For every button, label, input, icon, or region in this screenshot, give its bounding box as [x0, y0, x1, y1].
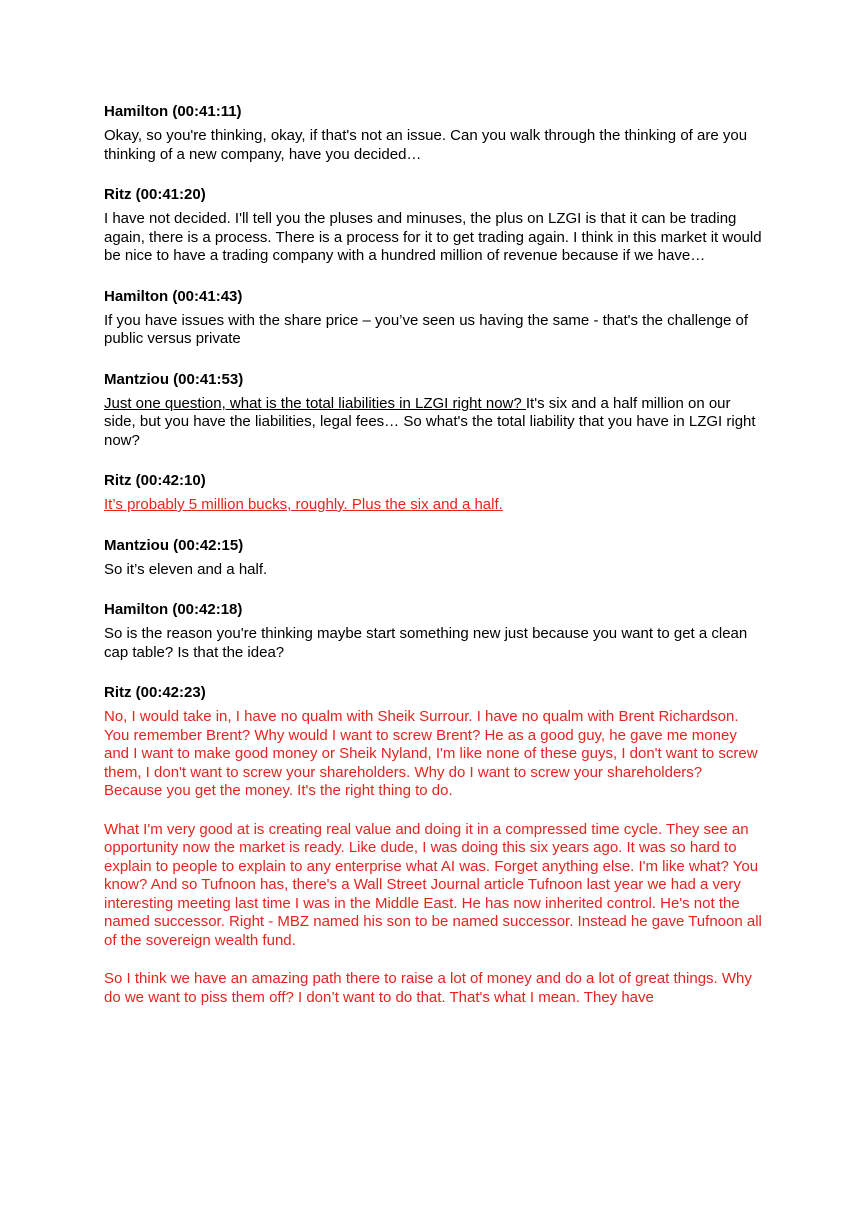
highlighted-utterance-text: It’s probably 5 million bucks, roughly. Plus the six and a half.: [104, 496, 503, 513]
speaker-label: Ritz (00:42:10): [104, 472, 206, 489]
speaker-label: Mantziou (00:41:53): [104, 370, 244, 388]
utterance-text: Okay, so you're thinking, okay, if that's not an issue. Can you walk through the thinking of are you thinking of a new company, have you decided…: [104, 127, 748, 163]
utterance-text: I have not decided. I'll tell you the pluses and minuses, the plus on LZGI is that it can be trading again, there is a process. There is a process for it to get trading again. I think in this market it would be nice to have a trading company with a hundred million of revenue because if we have…: [104, 210, 762, 264]
speaker-label: Ritz (00:42:23): [104, 684, 206, 701]
underlined-question: Just one question, what is the total liabilities in LZGI right now?: [104, 394, 526, 412]
speaker-label: Mantziou (00:42:15): [104, 536, 244, 554]
speaker-label: Hamilton (00:42:18): [104, 601, 243, 618]
highlighted-utterance-text: So I think we have an amazing path there to raise a lot of money and do a lot of great things. Why do we want to piss them off? I don’t want to do that. That's what I mean. They have: [104, 970, 752, 1006]
utterance-text: If you have issues with the share price – you’ve seen us having the same - that's the challenge of public versus private: [104, 311, 749, 347]
utterance-text: So is the reason you're thinking maybe start something new just because you want to get a clean cap table? Is that the idea?: [104, 625, 748, 661]
transcript-page: [104, 103, 764, 1029]
utterance-text: So it’s eleven and a half.: [104, 560, 268, 578]
transcript-entry: [104, 472, 764, 515]
utterance-text: [104, 395, 764, 451]
transcript-entry: [104, 103, 764, 164]
transcript-entry: [104, 684, 764, 1007]
highlighted-utterance-text: No, I would take in, I have no qualm with Sheik Surrour. I have no qualm with Brent Richardson. You remember Brent? Why would I want to screw Brent? He as a good guy, he gave me money and I want to make good money or Sheik Nyland, I'm like none of these guys, I don't want to screw them, I don't want to screw your shareholders. Why do I want to screw your shareholders? Because you get the money. It's the right thing to do.: [104, 708, 758, 799]
transcript-entry: [104, 537, 764, 580]
transcript-entry: [104, 371, 764, 451]
transcript-entry: [104, 288, 764, 349]
speaker-label: Hamilton (00:41:11): [104, 103, 242, 120]
transcript-entry: [104, 601, 764, 662]
highlighted-utterance-text: What I'm very good at is creating real value and doing it in a compressed time cycle. They see an opportunity now the market is ready. Like dude, I was doing this six years ago. It was so hard to explain to people to explain to any enterprise what AI was. Forget anything else. I'm like what? You know? And so Tufnoon has, there's a Wall Street Journal article Tufnoon last year we had a very interesting meeting last time I was in the Middle East. He has now inherited control. He's not the named successor. Right - MBZ named his son to be named successor. Instead he gave Tufnoon all of the sovereign wealth fund.: [104, 820, 762, 949]
transcript-entry: [104, 186, 764, 266]
utterance-continuation: It's six and a half million on our side, but you have the liabilities, legal fees… So what's the total liability that you have in LZGI right now?: [104, 394, 756, 449]
speaker-label: Ritz (00:41:20): [104, 186, 206, 203]
speaker-label: Hamilton (00:41:43): [104, 287, 243, 305]
